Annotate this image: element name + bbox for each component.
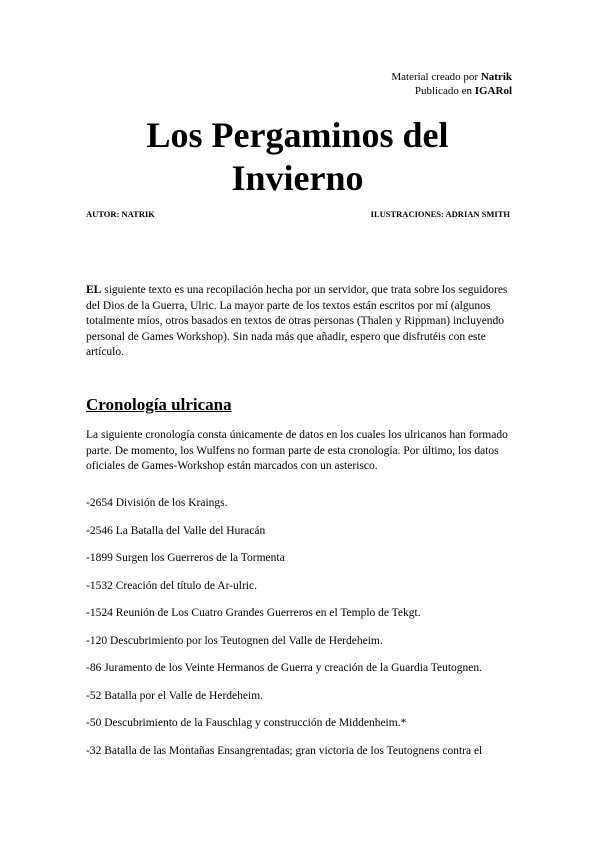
author-label: AUTOR: NATRIK xyxy=(86,209,155,219)
timeline-entry: -52 Batalla por el Valle de Herdeheim. xyxy=(86,689,264,702)
credits-author-name: Natrik xyxy=(480,71,512,83)
page-title xyxy=(0,114,595,200)
credits-publisher-name: IGARol xyxy=(474,85,512,97)
timeline-entry: -2654 División de los Kraings. xyxy=(86,497,228,509)
timeline-list xyxy=(86,496,526,771)
section-heading: Cronología ulricana xyxy=(86,395,232,414)
intro-text: siguiente texto es una recopilación hecha por un servidor, que trata sobre los seguidores del Dios de la Guerra, Ulric. La mayor parte de los textos están escritos por mí (algunos totalmente míos, otros basados en textos de otras personas (Thalen y Rippman) incluyendo personal de Games Workshop). Sin nada más que añadir, espero que disfrutéis con este artículo. xyxy=(86,284,508,358)
timeline-entry: -1532 Creación del título de Ar-ulric. xyxy=(86,579,257,592)
illustrations-label: ILUSTRACIONES: ADRIAN SMITH xyxy=(370,209,510,219)
credits-author-line xyxy=(391,70,512,84)
credits-block xyxy=(391,70,512,98)
credits-publisher-line xyxy=(391,84,512,98)
timeline-entry: -1524 Reunión de Los Cuatro Grandes Guerreros en el Templo de Tekgt. xyxy=(86,607,421,619)
timeline-entry: -86 Juramento de los Veinte Hermanos de Guerra y creación de la Guardia Teutognen. xyxy=(86,662,483,674)
timeline-entry: -120 Descubrimiento por los Teutognen del Valle de Herdeheim. xyxy=(86,634,383,647)
timeline-entry: -32 Batalla de las Montañas Ensangrentadas; gran victoria de los Teutognens contra el xyxy=(86,744,483,757)
intro-lead: EL xyxy=(86,284,102,296)
credits-publisher-label: Publicado en xyxy=(414,85,475,97)
timeline-entry: -2546 La Batalla del Valle del Huracán xyxy=(86,524,266,537)
title-line-1: Los Pergaminos del xyxy=(146,115,449,155)
timeline-entry: -1899 Surgen los Guerreros de la Tormenta xyxy=(86,552,285,564)
intro-paragraph xyxy=(86,283,514,361)
section-intro-paragraph: La siguiente cronología consta únicamente de datos en los cuales los ulricanos han formado parte. De momento, los Wulfens no forman parte de esta cronología. Por último, los datos oficiales de Games-Workshop están marcados con un asterisco. xyxy=(86,429,508,472)
title-line-2: Invierno xyxy=(231,158,364,198)
credits-author-label: Material creado por xyxy=(391,71,481,83)
timeline-entry: -50 Descubrimiento de la Fauschlag y construcción de Middenheim.* xyxy=(86,717,407,729)
